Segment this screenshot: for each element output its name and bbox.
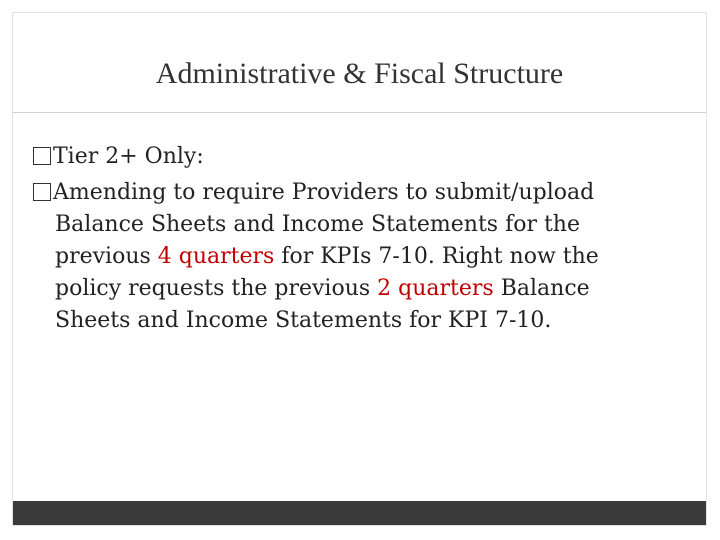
bullet-box-icon	[33, 183, 51, 201]
bullet-box-icon	[33, 147, 51, 165]
text-segment: previous	[55, 244, 158, 269]
bullet-text-line: Sheets and Income Statements for KPI 7-10.	[55, 308, 552, 333]
bullet-text-line	[33, 273, 673, 305]
bullet-text-line: Amending to require Providers to submit/upload	[53, 180, 595, 205]
text-segment: Balance	[493, 276, 590, 301]
bullet-text-line: Balance Sheets and Income Statements for the	[55, 212, 580, 237]
footer-bar	[13, 501, 706, 525]
bullet-text: Tier 2+ Only:	[53, 144, 204, 169]
emphasis-text: 2 quarters	[377, 276, 494, 301]
slide	[12, 12, 707, 526]
emphasis-text: 4 quarters	[157, 244, 275, 269]
title-divider	[13, 112, 706, 113]
text-segment: for KPIs 7-10. Right now the	[274, 244, 599, 269]
text-segment: policy requests the previous	[55, 276, 378, 301]
bullet-item	[33, 177, 673, 337]
bullet-text-line	[33, 241, 673, 273]
bullet-item	[33, 141, 204, 173]
slide-title: Administrative & Fiscal Structure	[155, 57, 564, 90]
